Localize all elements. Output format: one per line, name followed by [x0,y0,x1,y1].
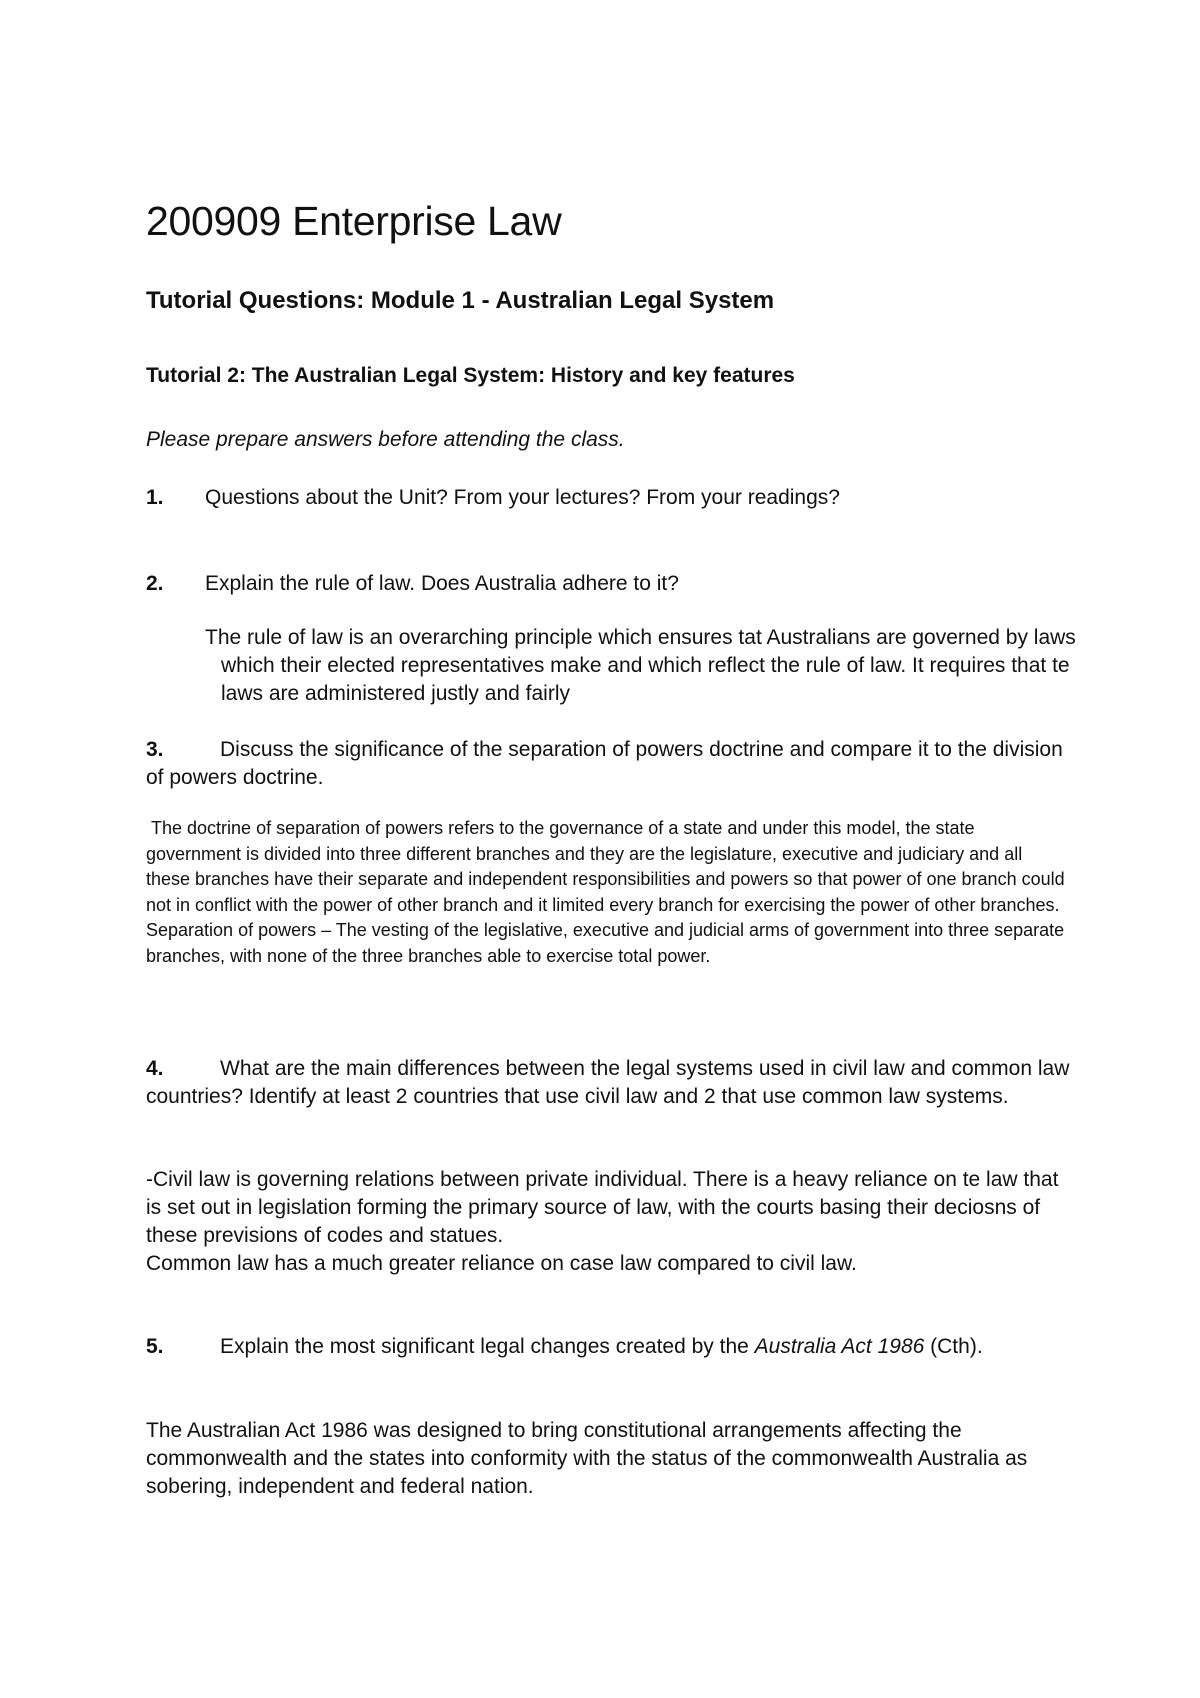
document-title: 200909 Enterprise Law [146,198,562,244]
answer-5: The Australian Act 1986 was designed to bring constitutional arrangements affecting the commonwealth and the states into conformity with the status of the commonwealth Australia as sobering, independent and federal nation. [146,1419,1028,1498]
module-subtitle: Tutorial Questions: Module 1 - Australian Legal System [146,287,775,314]
question-5-text-after: (Cth). [924,1335,983,1358]
answer-3 [146,816,1071,969]
tutorial-heading: Tutorial 2: The Australian Legal System: History and key features [146,364,795,387]
instruction-text: Please prepare answers before attending the class. [146,428,625,451]
question-2-text: Explain the rule of law. Does Australia adhere to it? [205,572,679,595]
answer-3-definition: Separation of powers – The vesting of the legislative, executive and judicial arms of government into three separate branches, with none of the three branches able to exercise total power. [146,920,1065,966]
question-4 [146,1055,1076,1111]
question-1-number: 1. [146,486,164,509]
answer-4-civil-law: -Civil law is governing relations between private individual. There is a heavy reliance on te law that is set out in legislation forming the primary source of law, with the courts basing their deciosns of these previsions of codes and statues. [146,1168,1059,1247]
question-1-text: Questions about the Unit? From your lectures? From your readings? [205,486,840,509]
question-3-text: Discuss the significance of the separation of powers doctrine and compare it to the division of powers doctrine. [146,738,1063,789]
question-5-number: 5. [146,1335,164,1358]
question-4-number: 4. [146,1057,164,1080]
question-3-number: 3. [146,738,164,761]
question-5-act-name: Australia Act 1986 [754,1335,925,1358]
question-3 [146,736,1076,792]
answer-2: The rule of law is an overarching principle which ensures tat Australians are governed by laws which their elected representatives make and which reflect the rule of law. It requires that te laws are administered justly and fairly [205,626,1076,705]
answer-3-paragraph: The doctrine of separation of powers refers to the governance of a state and under this model, the state government is divided into three different branches and they are the legislature, executive and judiciary and all these branches have their separate and independent responsibilities and powers so that power of one branch could not in conflict with the power of other branch and it limited every branch for exercising the power of other branches. [146,818,1070,915]
answer-4 [146,1166,1071,1278]
question-1 [146,484,1076,512]
question-2 [146,570,1076,598]
question-5 [146,1333,1076,1361]
question-4-text: What are the main differences between the legal systems used in civil law and common law countries? Identify at least 2 countries that use civil law and 2 that use common law systems. [146,1057,1070,1108]
question-2-number: 2. [146,572,164,595]
answer-4-common-law: Common law has a much greater reliance on case law compared to civil law. [146,1252,857,1275]
question-5-text-before: Explain the most significant legal changes created by the [220,1335,755,1358]
